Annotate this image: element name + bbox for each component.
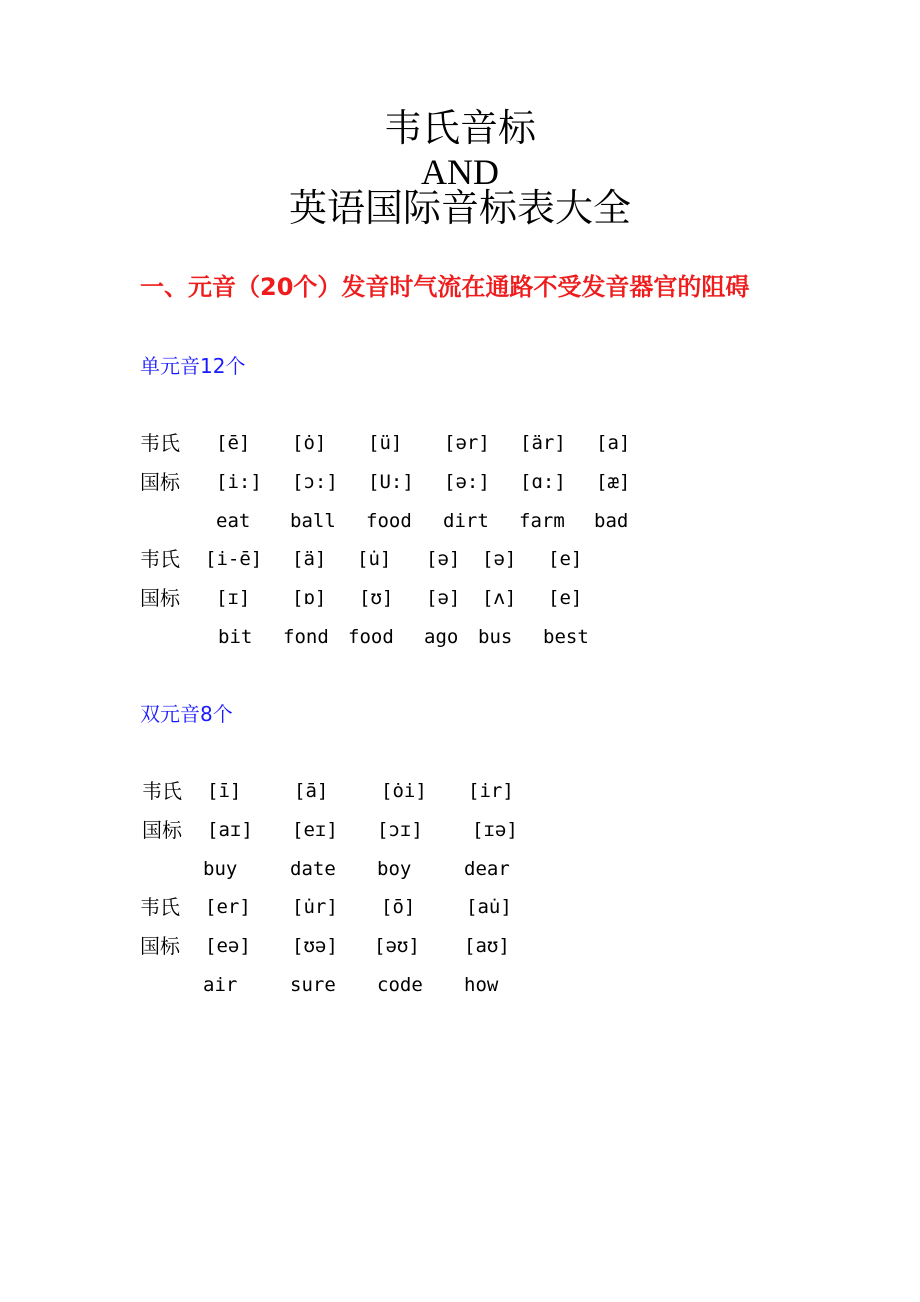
symbol-cell: [ā]	[294, 780, 329, 802]
symbol-cell: [e]	[548, 587, 583, 609]
example-word: code	[377, 974, 423, 996]
symbol-cell: [eɪ]	[292, 819, 338, 841]
example-word: dear	[464, 858, 510, 880]
row-label: 韦氏	[140, 431, 180, 455]
symbol-cell: [i-ē]	[205, 548, 263, 570]
symbol-cell: [ɪə]	[472, 819, 518, 841]
symbol-cell: [ō]	[381, 896, 416, 918]
diph-webster-row-1	[0, 776, 920, 806]
symbol-cell: [æ]	[596, 471, 631, 493]
symbol-cell: [ə]	[426, 587, 461, 609]
section-heading-vowels: 一、元音（20个）发音时气流在通路不受发音器官的阻碍	[140, 273, 750, 301]
row-label: 国标	[140, 934, 180, 958]
symbol-cell: [ʌ]	[482, 587, 517, 609]
symbol-cell: [i:]	[216, 471, 262, 493]
mono-example-row-1	[0, 506, 920, 536]
symbol-cell: [aɪ]	[207, 819, 253, 841]
row-label: 韦氏	[140, 895, 180, 919]
symbol-cell: [är]	[520, 432, 566, 454]
row-label: 韦氏	[140, 547, 180, 571]
title-line-1: 韦氏音标	[383, 106, 536, 150]
example-word: bus	[478, 626, 513, 648]
symbol-cell: [e]	[548, 548, 583, 570]
example-word: air	[203, 974, 238, 996]
symbol-cell: [ə]	[482, 548, 517, 570]
symbol-cell: [ʊə]	[292, 935, 338, 957]
symbol-cell: [ʊ]	[359, 587, 394, 609]
mono-webster-row-1	[0, 428, 920, 458]
monophthongs-heading: 单元音12个	[140, 354, 246, 378]
row-label: 国标	[142, 818, 182, 842]
symbol-cell: [aʊ]	[464, 935, 510, 957]
symbol-cell: [ir]	[468, 780, 514, 802]
mono-example-row-2	[0, 622, 920, 652]
diph-webster-row-2	[0, 892, 920, 922]
diphthongs-heading: 双元音8个	[140, 702, 233, 726]
example-word: date	[290, 858, 336, 880]
symbol-cell: [əʊ]	[374, 935, 420, 957]
symbol-cell: [u̇r]	[292, 896, 338, 918]
diph-example-row-2	[0, 970, 920, 1000]
symbol-cell: [ȯi]	[381, 780, 427, 802]
row-label: 韦氏	[142, 779, 182, 803]
symbol-cell: [ɒ]	[292, 587, 327, 609]
title-line-3: 英语国际音标表大全	[288, 186, 631, 230]
symbol-cell: [ɑ:]	[520, 471, 566, 493]
symbol-cell: [ȯ]	[292, 432, 327, 454]
symbol-cell: [ɔ:]	[292, 471, 338, 493]
mono-ipa-row-2	[0, 583, 920, 613]
symbol-cell: [ə]	[426, 548, 461, 570]
symbol-cell: [ɔɪ]	[377, 819, 423, 841]
example-word: bad	[594, 510, 629, 532]
symbol-cell: [ä]	[292, 548, 327, 570]
mono-webster-row-2	[0, 544, 920, 574]
example-word: eat	[216, 510, 251, 532]
example-word: food	[366, 510, 412, 532]
example-word: food	[348, 626, 394, 648]
row-label: 国标	[140, 586, 180, 610]
symbol-cell: [ü]	[368, 432, 403, 454]
row-label: 国标	[140, 470, 180, 494]
example-word: fond	[283, 626, 329, 648]
symbol-cell: [U:]	[368, 471, 414, 493]
example-word: buy	[203, 858, 238, 880]
symbol-cell: [a]	[596, 432, 631, 454]
symbol-cell: [ər]	[444, 432, 490, 454]
example-word: best	[543, 626, 589, 648]
symbol-cell: [ī]	[207, 780, 242, 802]
diph-ipa-row-1	[0, 815, 920, 845]
example-word: bit	[218, 626, 253, 648]
title-line-2: AND	[421, 152, 499, 192]
diph-ipa-row-2	[0, 931, 920, 961]
symbol-cell: [ē]	[216, 432, 251, 454]
symbol-cell: [au̇]	[466, 896, 512, 918]
symbol-cell: [er]	[205, 896, 251, 918]
symbol-cell: [ə:]	[444, 471, 490, 493]
example-word: boy	[377, 858, 412, 880]
symbol-cell: [u̇]	[357, 548, 392, 570]
example-word: ago	[424, 626, 459, 648]
example-word: farm	[519, 510, 565, 532]
example-word: ball	[290, 510, 336, 532]
symbol-cell: [ɪ]	[216, 587, 251, 609]
example-word: how	[464, 974, 499, 996]
example-word: sure	[290, 974, 336, 996]
mono-ipa-row-1	[0, 467, 920, 497]
diph-example-row-1	[0, 854, 920, 884]
symbol-cell: [eə]	[205, 935, 251, 957]
example-word: dirt	[443, 510, 489, 532]
